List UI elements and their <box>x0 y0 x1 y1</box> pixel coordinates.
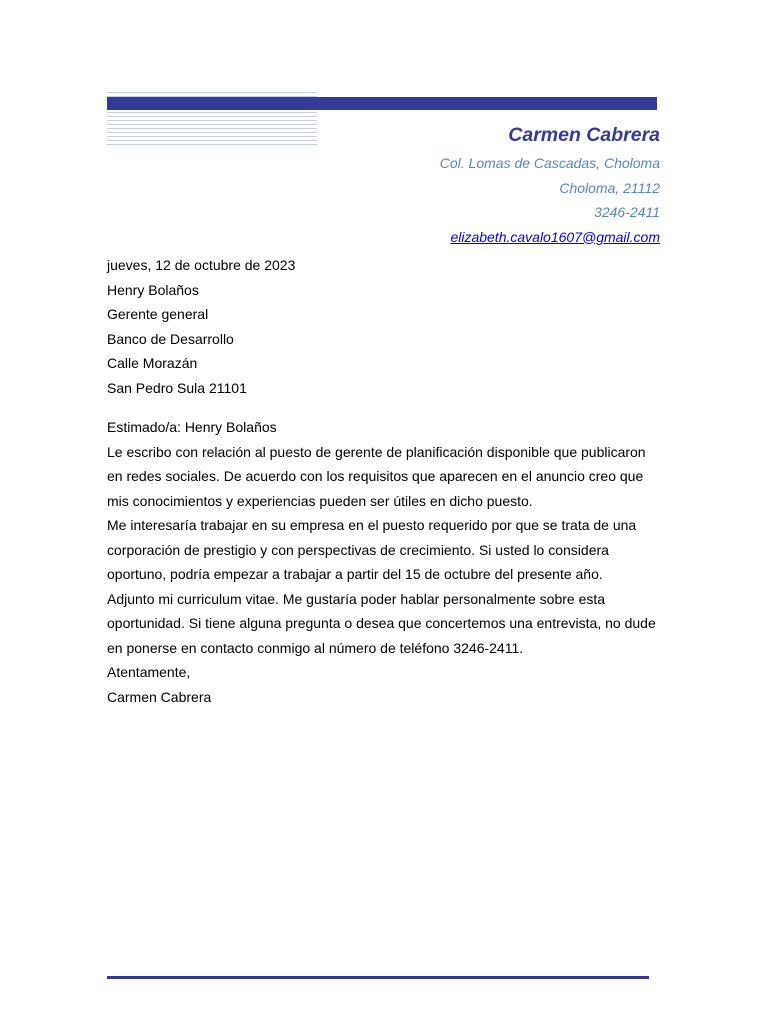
recipient-block <box>107 278 663 401</box>
recipient-city: San Pedro Sula 21101 <box>107 379 247 396</box>
letter-salutation: Estimado/a: Henry Bolaños <box>107 419 277 435</box>
sender-email-link[interactable]: elizabeth.cavalo1607@gmail.com <box>450 228 660 245</box>
header-accent-bar <box>107 97 657 110</box>
letter-paragraph-3: Adjunto mi curriculum vitae. Me gustaría poder hablar personalmente sobre esta oportunidad. Si tiene alguna pregunta o desea que concertemos una entrevista, no dude en ponerse en contacto conmigo al número de teléfono 3246-2411. <box>107 590 656 656</box>
letter-closing: Atentamente, <box>107 664 191 680</box>
sender-name: Carmen Cabrera <box>508 124 660 146</box>
letter-paragraph-1: Le escribo con relación al puesto de gerente de planificación disponible que publicaron en redes sociales. De acuerdo con los requisitos que aparecen en el anuncio creo que mis conocimientos y experiencias pueden ser útiles en dicho puesto. <box>107 443 646 509</box>
recipient-street: Calle Morazán <box>107 355 198 371</box>
recipient-name: Henry Bolaños <box>107 281 199 298</box>
recipient-company: Banco de Desarrollo <box>107 330 234 347</box>
sender-block <box>440 121 660 249</box>
sender-address-line-1: Col. Lomas de Cascadas, Choloma <box>439 155 660 171</box>
sender-phone: 3246-2411 <box>594 204 660 220</box>
letter-signature: Carmen Cabrera <box>107 688 212 705</box>
letter-date: jueves, 12 de octubre de 2023 <box>107 257 296 273</box>
letter-body <box>107 253 663 709</box>
sender-address-line-2: Choloma, 21112 <box>559 179 660 196</box>
footer-accent-line <box>107 976 649 979</box>
recipient-title: Gerente general <box>107 306 209 322</box>
letter-paragraph-2: Me interesaría trabajar en su empresa en el puesto requerido por que se trata de una corporación de prestigio y con perspectivas de crecimiento. Si usted lo considera oportuno, podría empezar a trabajar a partir del 15 de octubre del presente año. <box>107 517 637 582</box>
